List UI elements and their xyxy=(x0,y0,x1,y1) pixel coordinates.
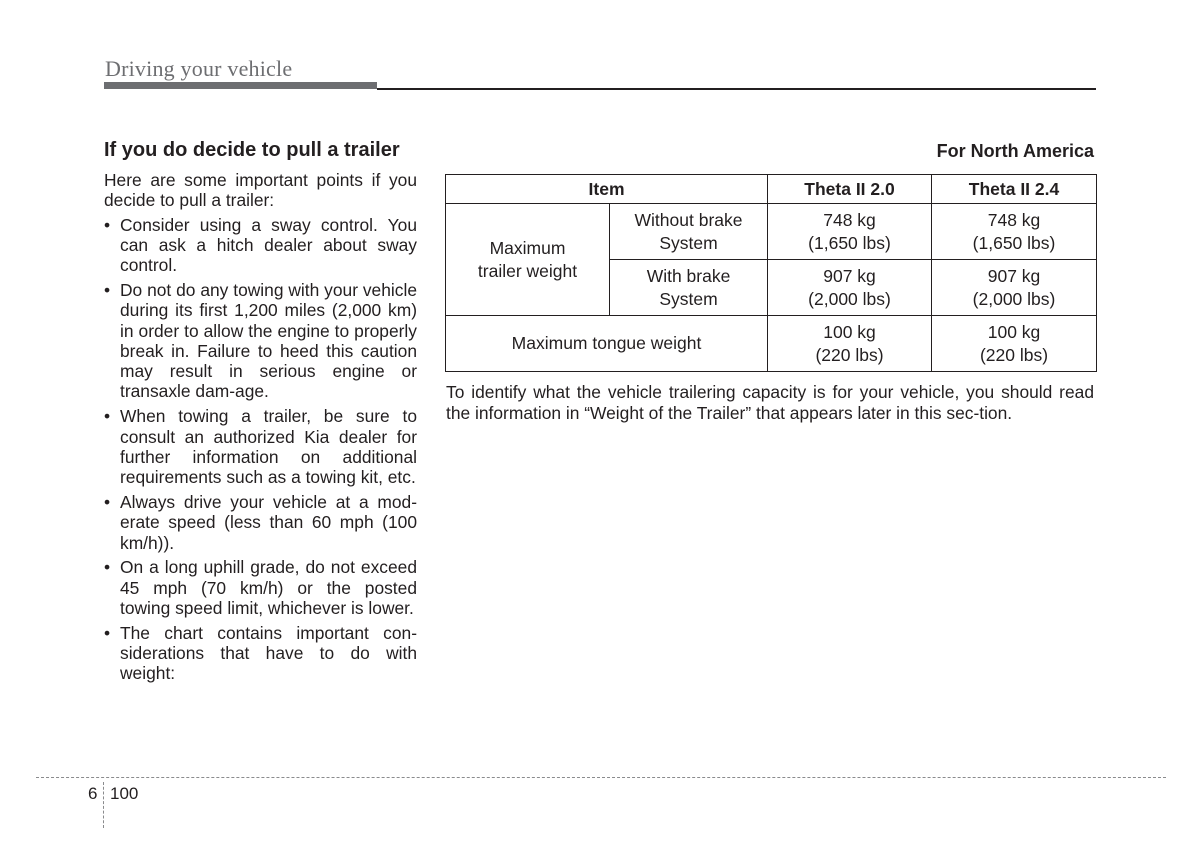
bullet-text: When towing a trailer, be sure to consult an authorized Kia dealer for further information on additional requirements such as a towing kit, etc. xyxy=(120,406,417,488)
table-row xyxy=(446,204,1097,260)
condition-without-brake: Without brake System xyxy=(610,204,768,260)
chapter-number: 6 xyxy=(88,784,98,803)
footer-page-divider xyxy=(103,782,104,828)
header-rule-thick xyxy=(104,82,377,89)
intro-paragraph: Here are some important points if you decide to pull a trailer: xyxy=(104,170,417,211)
value-cell: 907 kg (2,000 lbs) xyxy=(768,260,932,316)
trailering-capacity-note: To identify what the vehicle trailering capacity is for your vehicle, you should read the information in “Weight of the Trailer” that appears later in this sec-tion. xyxy=(446,382,1094,423)
header-rule-thin xyxy=(377,88,1096,90)
condition-with-brake: With brake System xyxy=(610,260,768,316)
bullet-mark: • xyxy=(104,214,111,235)
list-item xyxy=(104,623,417,684)
list-item xyxy=(104,406,417,487)
value-cell: 748 kg (1,650 lbs) xyxy=(932,204,1097,260)
bullet-mark: • xyxy=(104,279,111,300)
header-theta-2-4: Theta II 2.4 xyxy=(932,175,1097,204)
bullet-text: On a long uphill grade, do not exceed 45 mph (70 km/h) or the posted towing speed limit, whichever is lower. xyxy=(120,557,417,618)
trailer-heading: If you do decide to pull a trailer xyxy=(104,139,400,161)
header-theta-2-0: Theta II 2.0 xyxy=(768,175,932,204)
bullet-mark: • xyxy=(104,406,111,427)
value-cell: 907 kg (2,000 lbs) xyxy=(932,260,1097,316)
value-cell: 100 kg (220 lbs) xyxy=(768,316,932,372)
bullet-text: The chart contains important con-siderations that have to do with weight: xyxy=(120,622,417,684)
bullet-mark: • xyxy=(104,622,111,643)
header-item: Item xyxy=(446,175,768,204)
bullet-text: Always drive your vehicle at a mod-erate speed (less than 60 mph (100 km/h)). xyxy=(120,491,417,553)
table-row xyxy=(446,316,1097,372)
bullet-mark: • xyxy=(104,491,111,512)
list-item xyxy=(104,492,417,553)
list-item xyxy=(104,557,417,618)
list-item xyxy=(104,280,417,402)
max-tongue-weight-label: Maximum tongue weight xyxy=(446,316,768,372)
value-cell: 748 kg (1,650 lbs) xyxy=(768,204,932,260)
trailer-weight-table xyxy=(445,174,1097,372)
region-label: For North America xyxy=(936,141,1094,161)
footer-divider xyxy=(36,777,1166,778)
table-header-row xyxy=(446,175,1097,204)
bullet-text: Consider using a sway control. You can ask a hitch dealer about sway control. xyxy=(120,214,417,276)
bullet-mark: • xyxy=(104,557,111,578)
bullet-text: Do not do any towing with your vehicle during its first 1,200 miles (2,000 km) in order to allow the engine to properly break in. Failure to heed this caution may result in serious engine or transaxle dam-age. xyxy=(120,279,417,402)
page-number: 100 xyxy=(110,784,139,803)
list-item xyxy=(104,215,417,276)
value-cell: 100 kg (220 lbs) xyxy=(932,316,1097,372)
bullet-list xyxy=(104,215,417,684)
max-trailer-weight-label: Maximum trailer weight xyxy=(446,204,610,316)
left-column xyxy=(104,138,417,688)
section-title: Driving your vehicle xyxy=(105,56,293,81)
